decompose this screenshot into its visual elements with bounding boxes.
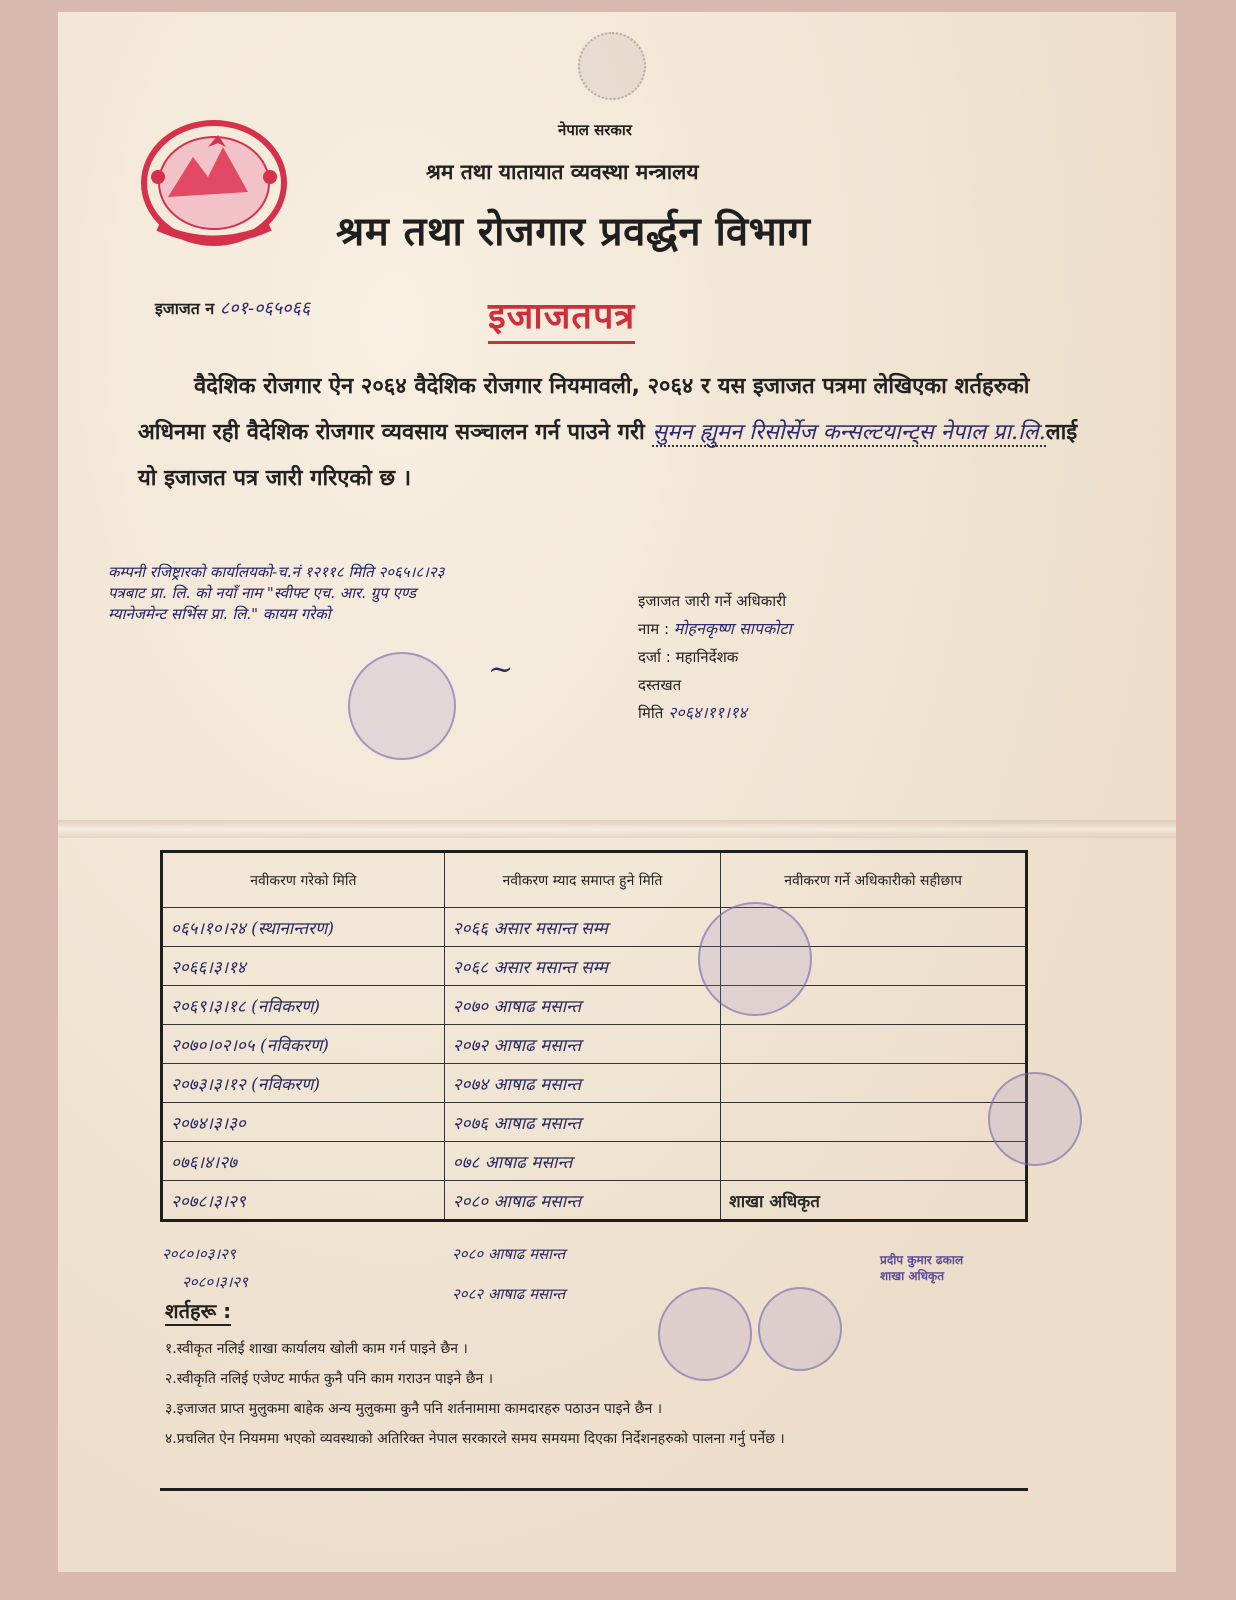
header-expiry-date: नवीकरण म्याद समाप्त हुने मिति (444, 852, 720, 908)
renewal-date: २०८०।३।२९ (182, 1273, 248, 1291)
authority-date-label: मिति (638, 704, 664, 722)
expiry-date-cell: २०७० आषाढ मसान्त (444, 986, 720, 1025)
company-name: सुमन ह्युमन रिसोर्सेज कन्सल्टयान्ट्स नेपाल प्रा.लि. (652, 420, 1046, 445)
expiry-date-cell: २०८० आषाढ मसान्त (444, 1181, 720, 1221)
permit-number-label: इजाजत न (155, 299, 215, 318)
signature-cell (721, 1103, 1027, 1142)
paper-fold (58, 820, 1176, 838)
table-row (162, 1103, 1027, 1142)
authority-name-label: नाम (638, 620, 660, 638)
renewal-date-cell: ०७६।४।२७ (162, 1142, 445, 1181)
authority-signature-row (638, 671, 792, 699)
section-officer-stamp: शाखा अधिकृत (729, 1191, 820, 1212)
expiry-date-cell: २०७४ आषाढ मसान्त (444, 1064, 720, 1103)
document-title: इजाजतपत्र (488, 290, 635, 344)
expiry-date-cell: २०६६ असार मसान्त सम्म (444, 908, 720, 947)
signature-cell (721, 1025, 1027, 1064)
conditions-title: शर्तहरू : (165, 1297, 231, 1326)
header-renewal-date: नवीकरण गरेको मिति (162, 852, 445, 908)
condition-item: ४.प्रचलित ऐन नियममा भएको व्यवस्थाको अतिरिक्त नेपाल सरकारले समय समयमा दिएका निर्देशनहरुको पालना गर्नु पर्नेछ । (165, 1431, 785, 1447)
table-header-row (162, 852, 1027, 908)
renewal-date-cell: २०७४।३।३० (162, 1103, 445, 1142)
table-row (162, 947, 1027, 986)
table-row (162, 1142, 1027, 1181)
condition-item: ३.इजाजत प्राप्त मुलुकमा बाहेक अन्य मुलुकमा कुनै पनि शर्तनामामा कामदारहरु पठाउन पाइने छैन । (165, 1401, 663, 1417)
permit-number-value: ८०१-०६५०६६ (219, 298, 311, 319)
permit-number (155, 296, 310, 320)
authority-rank-value: महानिर्देशक (675, 648, 739, 666)
renewal-date-cell: २०६६।३।१४ (162, 947, 445, 986)
expiry-date-cell: २०७२ आषाढ मसान्त (444, 1025, 720, 1064)
renewal-table (160, 850, 1028, 1222)
permit-document (58, 12, 1176, 1572)
authority-date-row (638, 699, 792, 727)
ministry-name: श्रम तथा यातायात व्यवस्था मन्त्रालय (426, 160, 699, 184)
note-line: म्यानेजमेन्ट सर्भिस प्रा. लि." कायम गरेको (108, 605, 331, 623)
condition-item: २.स्वीकृति नलिई एजेण्ट मार्फत कुनै पनि काम गराउन पाइने छैन । (165, 1371, 494, 1387)
conditions-list (165, 1334, 785, 1454)
authority-name-row: नाम : मोहनकृष्ण सापकोटा (638, 619, 792, 638)
signature-cell (721, 1064, 1027, 1103)
expiry-date-cell: २०६८ असार मसान्त सम्म (444, 947, 720, 986)
renewal-date-cell: २०७३।३।१२ (नविकरण) (162, 1064, 445, 1103)
officer-stamp (880, 1252, 963, 1284)
renewal-date-cell: २०७८।३।२९ (162, 1181, 445, 1221)
renewal-date: २०८०।०३।२९ (162, 1245, 236, 1263)
signature-mark: ~ (488, 652, 514, 687)
permit-statement (138, 364, 1098, 502)
signature-cell (721, 1142, 1027, 1181)
government-seal-icon (578, 32, 646, 100)
renewal-date-cell: २०६९।३।१८ (नविकरण) (162, 986, 445, 1025)
table-row (162, 1181, 1027, 1221)
authority-rank-row: दर्जा : महानिर्देशक (638, 648, 739, 666)
handwritten-note (108, 562, 628, 625)
statement-closing: लाई यो इजाजत पत्र जारी गरिएको छ । (138, 420, 1078, 491)
authority-rank-label: दर्जा (638, 648, 661, 666)
authority-heading: इजाजत जारी गर्ने अधिकारी (638, 592, 787, 610)
officer-name: प्रदीप कुमार ढकाल (880, 1253, 964, 1267)
authority-date-value: २०६४।११।१४ (668, 703, 747, 722)
table-row (162, 1064, 1027, 1103)
statement-intro: वैदेशिक रोजगार ऐन २०६४ वैदेशिक रोजगार नियमावली, २०६४ र यस इजाजत पत्रमा लेखिएका शर्तहरुको अधिनमा रही वैदेशिक रोजगार व्यवसाय सञ्चालन गर्न पाउने गरी (138, 374, 1030, 445)
table-row (162, 1025, 1027, 1064)
table-row (162, 986, 1027, 1025)
renewal-stamp-icon (988, 1072, 1082, 1166)
issuing-authority (638, 587, 792, 727)
renewal-date-cell: २०७०।०२।०५ (नविकरण) (162, 1025, 445, 1064)
expiry-date: २०८२ आषाढ मसान्त (452, 1285, 566, 1303)
condition-item: १.स्वीकृत नलिई शाखा कार्यालय खोली काम गर्न पाइने छैन । (165, 1341, 468, 1357)
government-label: नेपाल सरकार (558, 121, 632, 139)
department-stamp-icon (348, 652, 456, 760)
renewal-date-cell: ०६५।१०।२४ (स्थानान्तरण) (162, 908, 445, 947)
officer-title: शाखा अधिकृत (880, 1269, 945, 1283)
authority-signature-label: दस्तखत (638, 676, 682, 694)
expiry-date: २०८० आषाढ मसान्त (452, 1245, 566, 1263)
note-line: कम्पनी रजिष्ट्रारको कार्यालयको-च.नं १२११८ मिति २०६५।८।२३ (108, 563, 445, 581)
expiry-date-cell: २०७६ आषाढ मसान्त (444, 1103, 720, 1142)
table-bottom-border (160, 1488, 1028, 1491)
nepal-emblem-icon (138, 117, 290, 249)
note-line: पत्रबाट प्रा. लि. को नयाँ नाम "स्वीफ्ट एच. आर. ग्रुप एण्ड (108, 584, 416, 602)
expiry-date-cell: ०७८ आषाढ मसान्त (444, 1142, 720, 1181)
department-name: श्रम तथा रोजगार प्रवर्द्धन विभाग (336, 209, 811, 255)
authority-name-value: मोहनकृष्ण सापकोटा (673, 619, 792, 638)
renewal-stamp-icon (698, 902, 812, 1016)
signature-cell (721, 1181, 1027, 1221)
header-signature: नवीकरण गर्ने अधिकारीको सहीछाप (721, 852, 1027, 908)
table-row (162, 908, 1027, 947)
